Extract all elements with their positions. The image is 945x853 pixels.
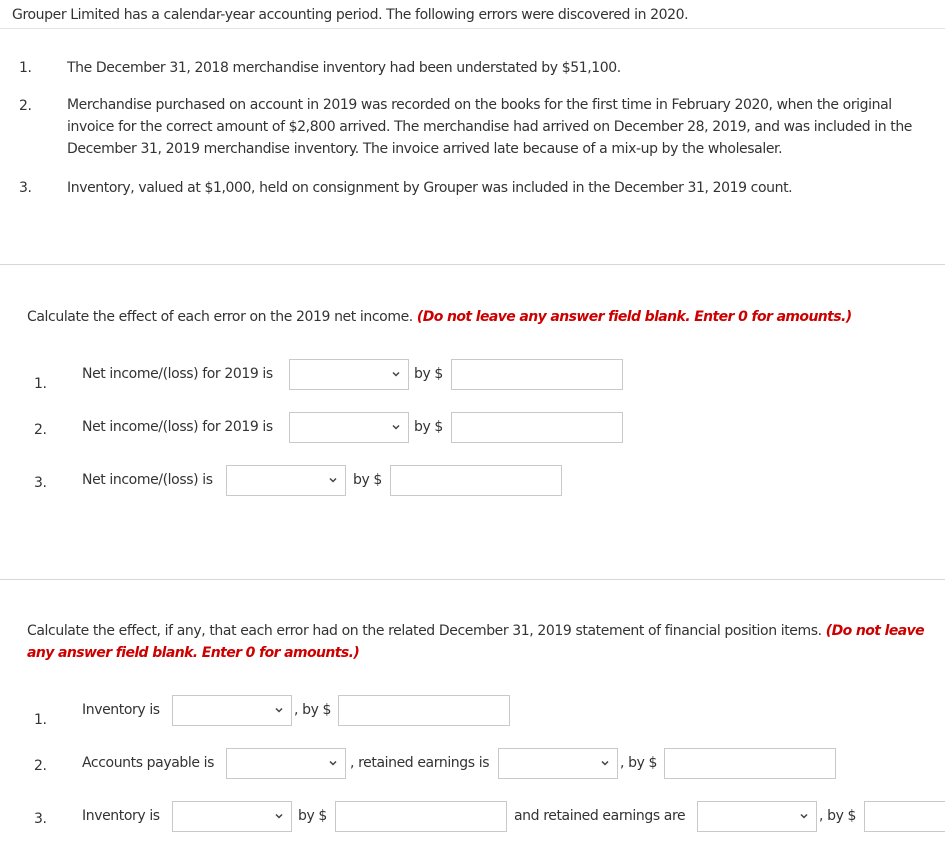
effect-select[interactable] [172, 695, 292, 726]
by-label: by $ [353, 472, 382, 488]
error-number: 3. [19, 180, 32, 196]
section-divider [0, 264, 945, 265]
part1-instruction [27, 306, 852, 328]
by-label: , by $ [819, 808, 857, 824]
row-label: Inventory is [82, 808, 160, 824]
chevron-down-icon [328, 475, 338, 485]
amount-input[interactable] [335, 801, 507, 832]
error-number: 1. [19, 60, 32, 76]
instruction-text: Calculate the effect of each error on the 2019 net income. [27, 309, 413, 325]
by-label: , by $ [620, 755, 658, 771]
section-divider [0, 579, 945, 580]
chevron-down-icon [391, 369, 401, 379]
by-label: by $ [414, 366, 443, 382]
intro-text: Grouper Limited has a calendar-year accounting period. The following errors were discovered in 2020. [12, 7, 689, 23]
chevron-down-icon [799, 811, 809, 821]
effect-select[interactable] [226, 748, 346, 779]
retained-earnings-select[interactable] [697, 801, 817, 832]
chevron-down-icon [600, 758, 610, 768]
row-number: 1. [34, 376, 47, 392]
amount-input[interactable] [451, 359, 623, 390]
amount-input[interactable] [390, 465, 562, 496]
chevron-down-icon [328, 758, 338, 768]
row-label: Accounts payable is [82, 755, 215, 771]
row-number: 3. [34, 475, 47, 491]
amount-input[interactable] [451, 412, 623, 443]
by-label: by $ [298, 808, 327, 824]
instruction-note-cont: any answer field blank. Enter 0 for amounts.) [27, 645, 360, 661]
instruction-note: (Do not leave [825, 623, 924, 639]
top-divider [0, 28, 945, 29]
error-text: The December 31, 2018 merchandise inventory had been understated by $51,100. [67, 60, 621, 76]
instruction-note: (Do not leave any answer field blank. Enter 0 for amounts.) [416, 309, 852, 325]
chevron-down-icon [391, 422, 401, 432]
amount-input[interactable] [864, 801, 945, 832]
row-number: 2. [34, 422, 47, 438]
retained-earnings-label: and retained earnings are [514, 808, 686, 824]
retained-earnings-select[interactable] [498, 748, 618, 779]
chevron-down-icon [274, 705, 284, 715]
effect-select[interactable] [226, 465, 346, 496]
row-number: 3. [34, 811, 47, 827]
effect-select[interactable] [289, 412, 409, 443]
row-label: Inventory is [82, 702, 160, 718]
amount-input[interactable] [338, 695, 510, 726]
amount-input[interactable] [664, 748, 836, 779]
instruction-text: Calculate the effect, if any, that each error had on the related December 31, 2019 statement of financial position items. [27, 623, 822, 639]
retained-earnings-label: , retained earnings is [350, 755, 490, 771]
error-text: Inventory, valued at $1,000, held on consignment by Grouper was included in the December 31, 2019 count. [67, 180, 793, 196]
row-number: 2. [34, 758, 47, 774]
effect-select[interactable] [289, 359, 409, 390]
row-label: Net income/(loss) for 2019 is [82, 419, 273, 435]
error-text: Merchandise purchased on account in 2019 was recorded on the books for the first time in February 2020, when the original invoice for the correct amount of $2,800 arrived. The merchandise had arrived on December 28, 2019, and was included in the December 31, 2019 merchandise inventory. The invoice arrived late because of a mix-up by the wholesaler. [67, 97, 913, 157]
row-label: Net income/(loss) is [82, 472, 213, 488]
row-number: 1. [34, 712, 47, 728]
chevron-down-icon [274, 811, 284, 821]
row-label: Net income/(loss) for 2019 is [82, 366, 273, 382]
part2-instruction [27, 620, 932, 664]
error-number: 2. [19, 98, 32, 114]
by-label: , by $ [294, 702, 332, 718]
by-label: by $ [414, 419, 443, 435]
effect-select[interactable] [172, 801, 292, 832]
